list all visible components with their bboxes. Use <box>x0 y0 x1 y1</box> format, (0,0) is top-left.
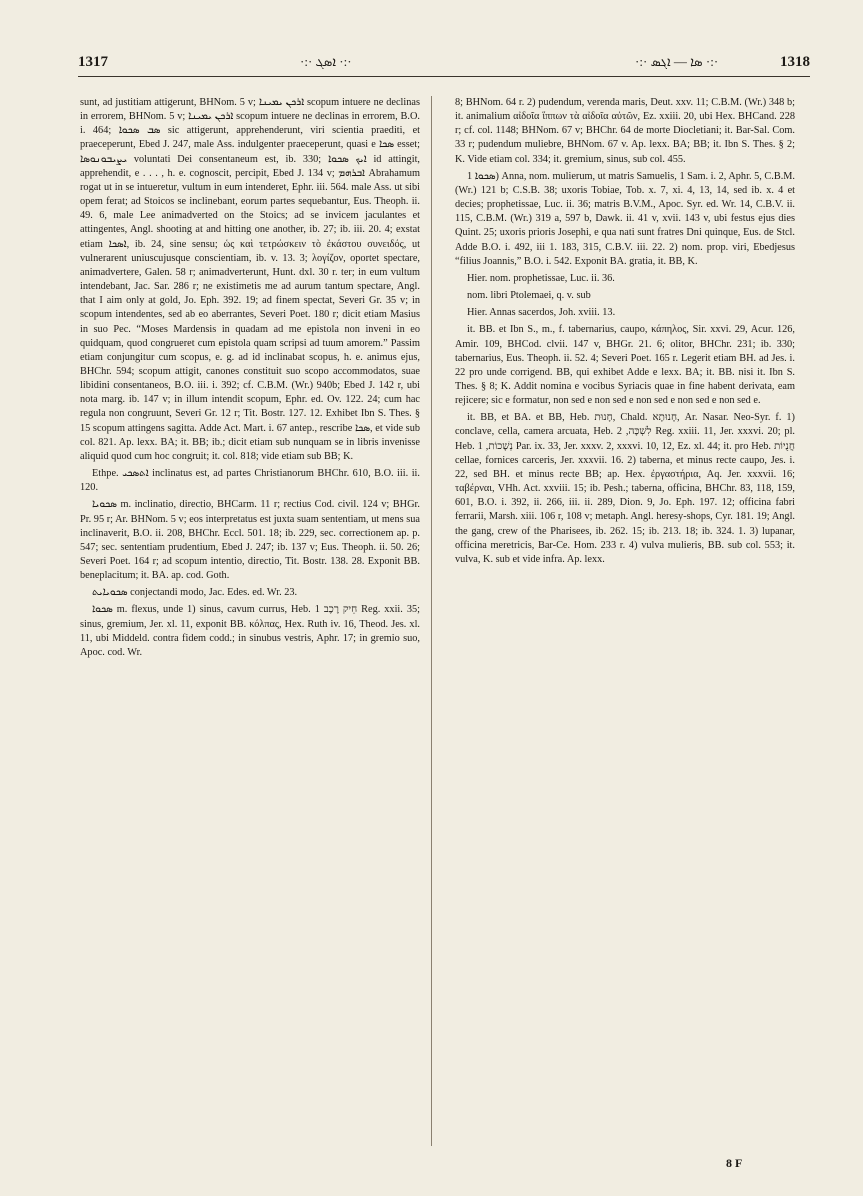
entry-continuation: sunt, ad justitiam attigerunt, BHNom. 5 v; ܐܪܟܢ ܝܡܝܢܐ scopum intuere ne declinas in errorem, BHNom. 5 v; ܐܪܟܢ ܝܡܝܢܐ scopum intuere ne declinas in errorem, B.O. i. 464; ܣܒ ܣܟܘܐ sic attigerunt, apprehenderunt, viri scientia praediti, et praeceperunt, Ebed J. 247, male Ass. indulgenter praeceperunt, quasi e ܣܟܐ esset; ܝܨܝܒܘܢܘܣܐ voluntati Dei consentaneum est, ib. 330; ܐܝܟ ܣܟܘܐ id attingit, apprehendit, e . . . , h. e. cognoscit, percipit, Ebed J. 134 v; ܐܒܪܗܡ Abrahamum rogat ut in se intueretur, vultum in eum intenderet, Ephr. iii. 564. male Ass. ut sibi opem ferat; ad Stoicos se inclinebant, eorum partes sequebantur, Eus. Theoph. ii. 49. 6, male Lee animadverted on the Stoics; ad se invicem jaculantes et attingentes, Angl. shooting at and hitting one another, ib. 27; ib. iii. 20. 4; exstat etiam ܐܣܟܐ, ib. 24, sine sensu; ὡς καὶ τετρώσκειν τὸ ἐκάστου συνειδός, ut vulnerarent uniuscujusque conscientiam, ib. v. 13. 3; λογίζον, oportet spectare, animadvertere, Galen. 58 r; animadverterunt, Hunt. dxl. 30 r. ter; in eum vultum intendebant, Jac. Sar. 286 r; ne existimetis me ad aurum tantum spectare, Angl. that I aim only at gold, Jo. Eph. 392. 19; ad finem spectat, Severi Gr. 35 v; in scopum intendentes, sed ab eo aberrantes, Severi Poet. 180 r; dicit etiam Masius in suo Pec. “Moses Mardensis in quadam ad me epistola non inveni in eo quidquam, quod congrueret cum epistola quam scripsi ad tuum amorem.” Passim etiam conjungitur cum scopus, e. g. ad id inclinabat scopus, h. e. animus ejus, BHChr. 594; scopum attigit, canones constituit suo scopo accommodatos, suae libidini consentaneos, B.O. iii. i. 392; cf. C.B.M. (Wr.) 940b; Ebed J. 142 r, ubi nota marg. ib. 147 v; in illum intendit scopum, Ephr. ed. Ov. 122. 24; cum hac regula non congruunt, Severi Gr. 12 r; Tit. Bostr. 127. 12. Exhibet Ibn S. Thes. § 15 scopum attingens sagitta. Adde Act. Mart. i. 67 antep., rescribe ܣܟܐ, et vide sub col. 821. Ap. lexx. BA; it. BB; ib.; dicit etiam sub nunquam se in libris invenisse aliquid quod cum hoc congruit; it. col. 818; vide etiam sub BB; K. <box>80 97 420 462</box>
entry-pudendum: 8; BHNom. 64 r. 2) pudendum, verenda maris, Deut. xxv. 11; C.B.M. (Wr.) 348 b; it. animalium αἰδοῖα ἵππων τὰ αἰδοῖα αὐτῶν, Ez. xxiii. 20, ubi Hex. BHCand. 228 r; cf. col. 1148; BHNom. 67 v; BHChr. 64 de morte Diocletiani; it. Bar-Sal. Com. 33 r; pudendum muliebre, BHNom. 67 v. Ap. lexx. BA; BB; it. Ibn S. Thes. § 2; K. Vide etiam col. 334; it. gremium, sinus, sub col. 455. <box>455 97 795 165</box>
right-column <box>455 96 795 1152</box>
entry-ptolemaei: nom. libri Ptolemaei, q. v. sub <box>467 290 591 302</box>
entry-skwyayt: ܣܟܘܝܐܝܬ conjectandi modo, Jac. Edes. ed. Wr. 23. <box>92 587 298 599</box>
signature-mark: 8 F <box>726 1156 743 1170</box>
entry-sinus: ܣܟܘܐ m. flexus, unde 1) sinus, cavum currus, Heb. חֵיק רֶכֶב 1 Reg. xxii. 35; sinus, gremium, Jer. xl. 11, exponit BB. κόλπας, Hex. Ruth iv. 16, Theod. Jes. xl. 11, ubi Middeld. contra fidem codd.; in sinubus vestris, Aphr. 17; in gremio suo, Apoc. cod. Wr. <box>80 604 420 658</box>
entry-ethpe: Ethpe. ܐܬܣܟܝ inclinatus est, ad partes Christianorum BHChr. 610, B.O. iii. ii. 120. <box>80 468 420 494</box>
entry-anna: ܣܟܘܐ 1) Anna, nom. mulierum, ut matris Samuelis, 1 Sam. i. 2, Aphr. 5, C.B.M. (Wr.) 121 b; C.S.B. 38; uxoris Tobiae, Tob. x. 7, xi. 4, 13, 14, sed ib. x. 4 et decies; prophetissae, Luc. ii. 36; matris B.V.M., Apoc. Syr. ed. Wr. 14, C.B.V. ii. 115, C.B.M. (Wr.) 319 a, 597 b, Dawk. ii. 41 v, xvii. 143 v, ubi festus ejus dies Quint. 25; uxoris prioris Josephi, e qua nati sunt fratres Dni quinque, Eus. de Stcl. Adde B.O. i. 492, iii 1. 183, 315, C.B.V. iii. 22. 2) nom. prop. viri, Ebedjesus “filius Joannis,” B.O. i. 542. Exponit BA. gratia, it. BB, K. <box>455 170 795 267</box>
page-number-right: 1318 <box>780 54 810 70</box>
running-head <box>70 52 810 74</box>
running-head-right: ·:· ܣܐ — ܐܓܣ ·:· <box>635 54 719 69</box>
running-head-left: ·:· ܐܣܓ ·:· <box>300 54 352 69</box>
entry-hier-prophetissa: Hier. nom. prophetissae, Luc. ii. 36. <box>467 272 615 284</box>
page-number-left: 1317 <box>78 54 108 70</box>
column-divider <box>431 96 432 1146</box>
header-rule <box>78 76 810 77</box>
entry-taberna: it. BB, et BA. et BB, Heb. חָנוּת, Chald. חָנוּתָא, Ar. Nasar. Neo-Syr. f. 1) conclave, cella, camera arcuata, Heb. לִשְׁכָּה, 2 Reg. xxiii. 11, Jer. xxxvi. 20; pl. Heb. נְשָׁכוֹת, 1 Par. ix. 33, Jer. xxxv. 2, xxxvi. 10, 12, Ez. xl. 44; it. pro Heb. חֲנֻיוֹת cellae, fornices carceris, Jer. xxxvii. 16. 2) taberna, et minus recte caupo, Jes. i. 22, sed BH. et minus recte BB; ap. Hex. ἐργαστήρια, Aq. Jer. xxxvii. 16; ταβέρναι, VHh. Act. xxviii. 15; ib. Pesh.; taberna, officina, BHChr. 83, 118, 159, 601, B.O. i. 392, ii. 266, iii. ii. 289, Dion. 9, Jo. Eph. 197. 12; officina fabri ferrarii, Marsh. xiii. 106 r, 108 v; metaph. Angl. heresy-shops, Cyr. 181. 19; Angl. the gang, crew of the Pharisees, ib. 262. 15; ib. 213. 18; ib. 324. 1. 3) lupanar, officina meretricis, Bar-Ce. Hom. 233 r. 4) vulva mulieris, BB. sub col. 553; it. vulva, K. sub et vide infra. Ap. lexx. <box>455 412 795 565</box>
entry-tabernarius: it. BB. et Ibn S., m., f. tabernarius, caupo, κάπηλος, Sir. xxvi. 29, Acur. 126, Amir. 109, BHCod. clvii. 147 v, BHGr. 21. 6; olitor, BHChr. 231; ib. 330; tabernarius, Eus. Theoph. ii. 52. 4; Severi Poet. 165 r. Legerit etiam BH. ad Jes. i. 22 pro unde corrigend. BB, qui exhibet Adde e lexx. BA; it. BB. nisi it. Ibn S. Thes. § 8; K. Addit nomina e vocibus Syriacis quae in fine habent derivata, eam rejicere; sic e formatur, non sed e non sed e non sed e non sed e non sed e. <box>455 324 795 407</box>
entry-annas: Hier. Annas sacerdos, Joh. xviii. 13. <box>467 307 616 319</box>
entry-skwya: ܣܟܘܝܐ m. inclinatio, directio, BHCarm. 11 r; rectius Cod. civil. 124 v; BHGr. Pr. 95 r; Ar. BHNom. 5 v; eos interpretatus est juxta suam sententiam, ut mens sua inclinaverit, B.O. ii. 208, BHChr. Eccl. 501. 18; ib. 229, sec. correctionem ap. p. 547; sec. sententiam prudentium, Ebed J. 247; ib. 137 v; Eus. Theoph. ii. 50. 26; Severi Poet. 164 r; ad scopum intentio, directio, Tit. Bostr. 138. 28. Exponit BB. beneplacitum; it. BA. ap. cod. Goth. <box>80 499 420 582</box>
left-column <box>80 96 420 1152</box>
